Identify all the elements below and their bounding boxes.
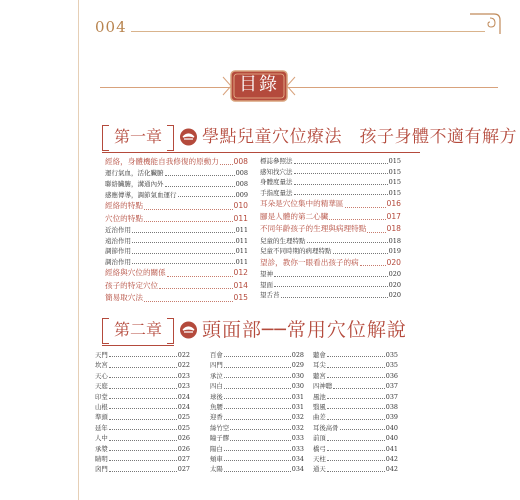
toc-entry[interactable]	[95, 350, 190, 360]
chapter-ornament-icon	[179, 321, 198, 339]
toc-entry[interactable]	[95, 360, 190, 370]
dot-leader	[109, 387, 177, 389]
toc-entry-label: 經絡，身體機能自我修復的原動力	[105, 156, 219, 166]
toc-entry-label: 天庭	[95, 382, 108, 391]
dot-leader	[144, 300, 233, 302]
toc-entry[interactable]	[105, 292, 248, 304]
toc-entry-label: 望面	[260, 280, 273, 289]
toc-entry[interactable]	[260, 156, 401, 167]
toc-entry[interactable]	[313, 392, 398, 402]
dot-leader	[224, 459, 291, 461]
dot-leader	[224, 387, 291, 389]
toc-entry[interactable]	[260, 211, 401, 223]
toc-entry-page: 018	[386, 224, 401, 234]
chapter2-label: 第二章	[102, 318, 174, 342]
toc-entry-page: 015	[388, 167, 401, 176]
chapter1-right-list	[260, 156, 401, 301]
toc-entry-page: 011	[235, 225, 248, 234]
toc-entry-page: 008	[235, 179, 248, 188]
toc-entry-label: 翳風	[313, 402, 326, 411]
toc-entry[interactable]	[260, 257, 401, 269]
toc-entry[interactable]	[210, 454, 304, 464]
dot-leader	[109, 459, 177, 461]
dot-leader	[224, 449, 291, 451]
dot-leader	[327, 459, 385, 461]
toc-entry-label: 承泣	[210, 371, 223, 380]
toc-entry[interactable]	[313, 381, 398, 391]
toc-entry[interactable]	[260, 198, 401, 210]
toc-entry[interactable]	[210, 392, 304, 402]
dot-leader	[132, 252, 235, 254]
toc-entry-page: 015	[388, 157, 401, 165]
toc-entry-label: 頰車	[210, 454, 223, 463]
toc-entry-page: 009	[235, 190, 248, 199]
dot-leader	[281, 296, 388, 298]
toc-entry-page: 042	[385, 454, 398, 463]
toc-entry-page: 019	[388, 247, 401, 256]
dot-leader	[109, 449, 177, 451]
dot-leader	[230, 439, 291, 441]
toc-entry-page: 031	[291, 402, 304, 411]
dot-leader	[327, 449, 385, 451]
toc-entry-label: 調治作用	[105, 257, 131, 266]
toc-entry-page: 025	[177, 423, 190, 432]
toc-entry-label: 承漿	[95, 444, 108, 453]
toc-entry-page: 024	[177, 392, 190, 401]
toc-entry-page: 034	[291, 454, 304, 463]
toc-entry-page: 025	[177, 413, 190, 422]
toc-entry-label: 天門	[95, 350, 108, 359]
toc-entry-label: 望診，教你一眼看出孩子的病	[260, 257, 359, 267]
toc-entry[interactable]	[260, 290, 401, 301]
dot-leader	[327, 355, 385, 357]
toc-entry[interactable]	[210, 360, 304, 370]
toc-entry-page: 037	[385, 382, 398, 391]
toc-entry[interactable]	[105, 257, 248, 268]
dot-leader	[327, 366, 385, 368]
toc-entry[interactable]	[210, 464, 304, 474]
toc-entry-label: 迎香	[210, 413, 223, 422]
toc-entry[interactable]	[260, 246, 401, 257]
toc-entry[interactable]	[313, 360, 398, 370]
toc-entry-page: 027	[177, 465, 190, 474]
toc-entry-label: 準頭	[95, 413, 108, 422]
toc-entry-page: 008	[233, 156, 248, 166]
toc-entry-page: 015	[233, 293, 248, 303]
toc-entry-label: 陽白	[210, 444, 223, 453]
toc-entry-page: 031	[291, 392, 304, 401]
dot-leader	[224, 355, 291, 357]
toc-entry[interactable]	[105, 190, 248, 201]
toc-entry-page: 032	[291, 413, 304, 422]
toc-entry-page: 016	[386, 199, 401, 209]
toc-entry-label: 延年	[95, 423, 108, 432]
toc-entry-label: 身體度量法	[260, 178, 293, 187]
toc-entry-page: 011	[235, 247, 248, 256]
header-rule	[131, 31, 485, 32]
chapter2-underline	[102, 345, 174, 346]
toc-entry-label: 四門	[210, 361, 223, 370]
toc-entry[interactable]	[95, 392, 190, 402]
chapter2-title: 頭面部──常用穴位解說	[202, 319, 407, 341]
toc-entry-label: 前頂	[313, 434, 326, 443]
toc-entry-label: 手指度量法	[260, 188, 293, 197]
toc-entry-page: 026	[177, 434, 190, 443]
dot-leader	[327, 439, 385, 441]
toc-entry-label: 兒童的生理特點	[260, 236, 306, 245]
toc-entry-label: 近治作用	[105, 225, 131, 234]
dot-leader	[109, 355, 177, 357]
dot-leader	[360, 264, 386, 266]
toc-entry-page: 012	[233, 268, 248, 278]
toc-entry-label: 調節作用	[105, 247, 131, 256]
dot-leader	[178, 195, 235, 197]
dot-leader	[367, 231, 385, 233]
dot-leader	[230, 428, 291, 430]
toc-entry-label: 橋弓	[313, 444, 326, 453]
toc-entry[interactable]	[105, 156, 248, 168]
dot-leader	[167, 275, 233, 277]
toc-entry-label: 感應傳導，調節氣血運行	[105, 190, 177, 199]
toc-entry-page: 037	[385, 392, 398, 401]
toc-entry[interactable]	[95, 433, 190, 443]
toc-entry[interactable]	[105, 246, 248, 257]
toc-entry-page: 010	[233, 201, 248, 211]
toc-entry-page: 040	[385, 423, 398, 432]
toc-entry-label: 簡易取穴法	[105, 293, 143, 303]
dot-leader	[294, 193, 388, 195]
dot-leader	[327, 376, 385, 378]
toc-entry-label: 耳朵是穴位集中的精華區	[260, 199, 344, 209]
toc-entry-page: 035	[385, 361, 398, 370]
toc-entry[interactable]	[260, 167, 401, 178]
toc-entry-page: 040	[385, 434, 398, 443]
toc-entry[interactable]	[95, 423, 190, 433]
toc-entry[interactable]	[260, 236, 401, 247]
toc-entry[interactable]	[313, 464, 398, 474]
dot-leader	[109, 397, 177, 399]
dot-leader	[109, 470, 177, 472]
dot-leader	[294, 162, 388, 164]
toc-entry-label: 魚腰	[210, 402, 223, 411]
toc-entry-page: 011	[235, 236, 248, 245]
toc-entry-page: 041	[385, 444, 398, 453]
title-band	[100, 81, 498, 95]
toc-entry[interactable]	[95, 412, 190, 422]
dot-leader	[224, 366, 291, 368]
toc-entry-page: 036	[385, 371, 398, 380]
toc-entry[interactable]	[105, 200, 248, 212]
toc-entry[interactable]	[95, 402, 190, 412]
dot-leader	[327, 470, 385, 472]
toc-entry[interactable]	[313, 371, 398, 381]
toc-entry-label: 腳是人體的第二心臟	[260, 211, 329, 221]
toc-entry[interactable]	[313, 350, 398, 360]
toc-entry-label: 瞳子髎	[210, 434, 230, 443]
toc-entry-label: 山根	[95, 402, 108, 411]
chapter2-col1	[95, 350, 190, 475]
toc-entry-page: 008	[235, 169, 248, 178]
toc-entry[interactable]	[260, 269, 401, 280]
toc-entry-label: 兒童不同時期的病理特點	[260, 247, 332, 256]
dot-leader	[294, 183, 388, 185]
toc-entry[interactable]	[210, 402, 304, 412]
dot-leader	[224, 407, 291, 409]
toc-entry-label: 絲竹空	[210, 423, 230, 432]
toc-entry-page: 028	[291, 350, 304, 359]
toc-entry-label: 耳尖	[313, 361, 326, 370]
toc-entry-label: 感知找穴法	[260, 167, 293, 176]
toc-entry-page: 020	[388, 270, 401, 279]
toc-entry-page: 020	[386, 257, 401, 267]
toc-entry-label: 運行氣血，活化臟腑	[105, 169, 164, 178]
toc-entry-page: 022	[177, 350, 190, 359]
toc-entry-page: 024	[177, 402, 190, 411]
dot-leader	[109, 376, 177, 378]
toc-entry-page: 026	[177, 444, 190, 453]
toc-entry-label: 遠治作用	[105, 236, 131, 245]
page-number: 004	[95, 18, 127, 36]
toc-entry-label: 天柱	[313, 454, 326, 463]
chapter1-title: 學點兒童穴位療法 孩子身體不適有解方	[202, 127, 517, 147]
toc-entry-label: 風池	[313, 392, 326, 401]
toc-entry-label: 聽會	[313, 350, 326, 359]
dot-leader	[345, 206, 386, 208]
toc-entry-page: 011	[233, 213, 248, 223]
toc-entry[interactable]	[313, 454, 398, 464]
toc-entry[interactable]	[105, 280, 248, 292]
toc-entry-page: 035	[385, 350, 398, 359]
toc-entry[interactable]	[210, 444, 304, 454]
toc-entry-page: 039	[385, 413, 398, 422]
toc-entry-page: 030	[291, 382, 304, 391]
toc-entry-page: 011	[235, 257, 248, 266]
dot-leader	[109, 439, 177, 441]
toc-entry-page: 023	[177, 371, 190, 380]
dot-leader	[333, 252, 388, 254]
chapter1-left-list	[105, 156, 248, 305]
toc-entry[interactable]	[105, 225, 248, 236]
toc-entry-label: 天心	[95, 371, 108, 380]
dot-leader	[329, 218, 385, 220]
toc-entry[interactable]	[260, 177, 401, 188]
toc-entry[interactable]	[105, 179, 248, 190]
toc-entry-page: 042	[385, 465, 398, 474]
toc-entry[interactable]	[313, 412, 398, 422]
chapter2-header	[102, 318, 407, 344]
toc-entry[interactable]	[210, 381, 304, 391]
toc-entry[interactable]	[95, 371, 190, 381]
toc-entry-page: 038	[385, 402, 398, 411]
toc-entry-label: 穴位的特點	[105, 213, 143, 223]
toc-entry-page: 020	[388, 280, 401, 289]
dot-leader	[132, 231, 235, 233]
corner-ornament-icon	[468, 10, 502, 36]
toc-entry[interactable]	[260, 280, 401, 291]
dot-leader	[132, 241, 235, 243]
toc-entry[interactable]	[95, 464, 190, 474]
dot-leader	[274, 285, 388, 287]
toc-entry[interactable]	[210, 412, 304, 422]
toc-entry-label: 望舌苔	[260, 291, 280, 300]
dot-leader	[327, 397, 385, 399]
toc-entry[interactable]	[105, 213, 248, 225]
dot-leader	[327, 418, 385, 420]
toc-entry-label: 孩子的特定穴位	[105, 280, 159, 290]
toc-entry[interactable]	[313, 423, 398, 433]
dot-leader	[340, 428, 385, 430]
toc-entry[interactable]	[210, 350, 304, 360]
toc-entry-page: 023	[177, 382, 190, 391]
dot-leader	[224, 470, 291, 472]
dot-leader	[109, 428, 177, 430]
toc-entry[interactable]	[313, 444, 398, 454]
toc-entry[interactable]	[210, 423, 304, 433]
dot-leader	[307, 241, 388, 243]
toc-entry-label: 不同年齡孩子的生理與病理特點	[260, 224, 367, 234]
toc-entry-label: 曲差	[313, 413, 326, 422]
toc-entry[interactable]	[210, 433, 304, 443]
toc-entry-page: 027	[177, 454, 190, 463]
dot-leader	[144, 208, 233, 210]
toc-entry[interactable]	[313, 433, 398, 443]
toc-entry-label: 印堂	[95, 392, 108, 401]
toc-entry[interactable]	[210, 371, 304, 381]
toc-entry-label: 標誌參照法	[260, 157, 293, 165]
chapter-ornament-icon	[179, 128, 198, 146]
toc-entry-label: 經絡的特點	[105, 201, 143, 211]
toc-entry-label: 四白	[210, 382, 223, 391]
toc-entry-page: 032	[291, 423, 304, 432]
toc-entry[interactable]	[260, 223, 401, 235]
dot-leader	[109, 366, 177, 368]
chapter2-col3	[313, 350, 398, 475]
toc-entry-page: 015	[388, 178, 401, 187]
toc-entry-label: 球後	[210, 392, 223, 401]
toc-entry-label: 百會	[210, 350, 223, 359]
chapter2-col2	[210, 350, 304, 475]
dot-leader	[224, 397, 291, 399]
toc-entry-label: 人中	[95, 434, 108, 443]
toc-entry[interactable]	[95, 381, 190, 391]
dot-leader	[165, 185, 235, 187]
toc-entry-page: 022	[177, 361, 190, 370]
toc-entry[interactable]	[313, 402, 398, 412]
toc-entry-page: 015	[388, 188, 401, 197]
left-margin-rule	[78, 0, 79, 500]
dot-leader	[224, 418, 291, 420]
chapter1-header	[102, 125, 517, 151]
toc-entry[interactable]	[105, 236, 248, 247]
toc-entry[interactable]	[260, 188, 401, 199]
toc-entry-label: 聯絡臟腑，溝通內外	[105, 179, 164, 188]
toc-entry-page: 034	[291, 465, 304, 474]
toc-entry-label: 耳後高骨	[313, 423, 339, 432]
dot-leader	[220, 163, 233, 165]
chapter1-label: 第一章	[102, 125, 174, 149]
toc-entry-label: 通天	[313, 465, 326, 474]
toc-entry-label: 四神聰	[313, 382, 333, 391]
toc-entry[interactable]	[95, 454, 190, 464]
dot-leader	[224, 376, 291, 378]
toc-entry-label: 坎宮	[95, 361, 108, 370]
dot-leader	[109, 407, 177, 409]
toc-entry-page: 029	[291, 361, 304, 370]
toc-entry-label: 聽宮	[313, 371, 326, 380]
dot-leader	[132, 262, 235, 264]
dot-leader	[333, 387, 385, 389]
toc-entry[interactable]	[105, 168, 248, 179]
page-title: 目錄	[239, 74, 279, 95]
toc-entry-page: 014	[233, 280, 248, 290]
toc-entry[interactable]	[105, 267, 248, 279]
toc-entry-label: 睛明	[95, 454, 108, 463]
toc-entry-label: 望神	[260, 270, 273, 279]
chapter1-underline	[102, 152, 420, 153]
dot-leader	[294, 172, 388, 174]
dot-leader	[274, 275, 388, 277]
toc-entry-page: 033	[291, 434, 304, 443]
toc-entry-page: 017	[386, 211, 401, 221]
toc-entry-label: 經絡與穴位的關係	[105, 268, 166, 278]
toc-entry-page: 018	[388, 236, 401, 245]
dot-leader	[327, 407, 385, 409]
dot-leader	[109, 418, 177, 420]
dot-leader	[159, 287, 232, 289]
toc-entry-page: 033	[291, 444, 304, 453]
dot-leader	[144, 220, 233, 222]
toc-entry-page: 020	[388, 291, 401, 300]
toc-entry-label: 太陽	[210, 465, 223, 474]
dot-leader	[165, 174, 235, 176]
toc-entry-label: 囟門	[95, 465, 108, 474]
toc-entry-page: 030	[291, 371, 304, 380]
toc-entry[interactable]	[95, 444, 190, 454]
